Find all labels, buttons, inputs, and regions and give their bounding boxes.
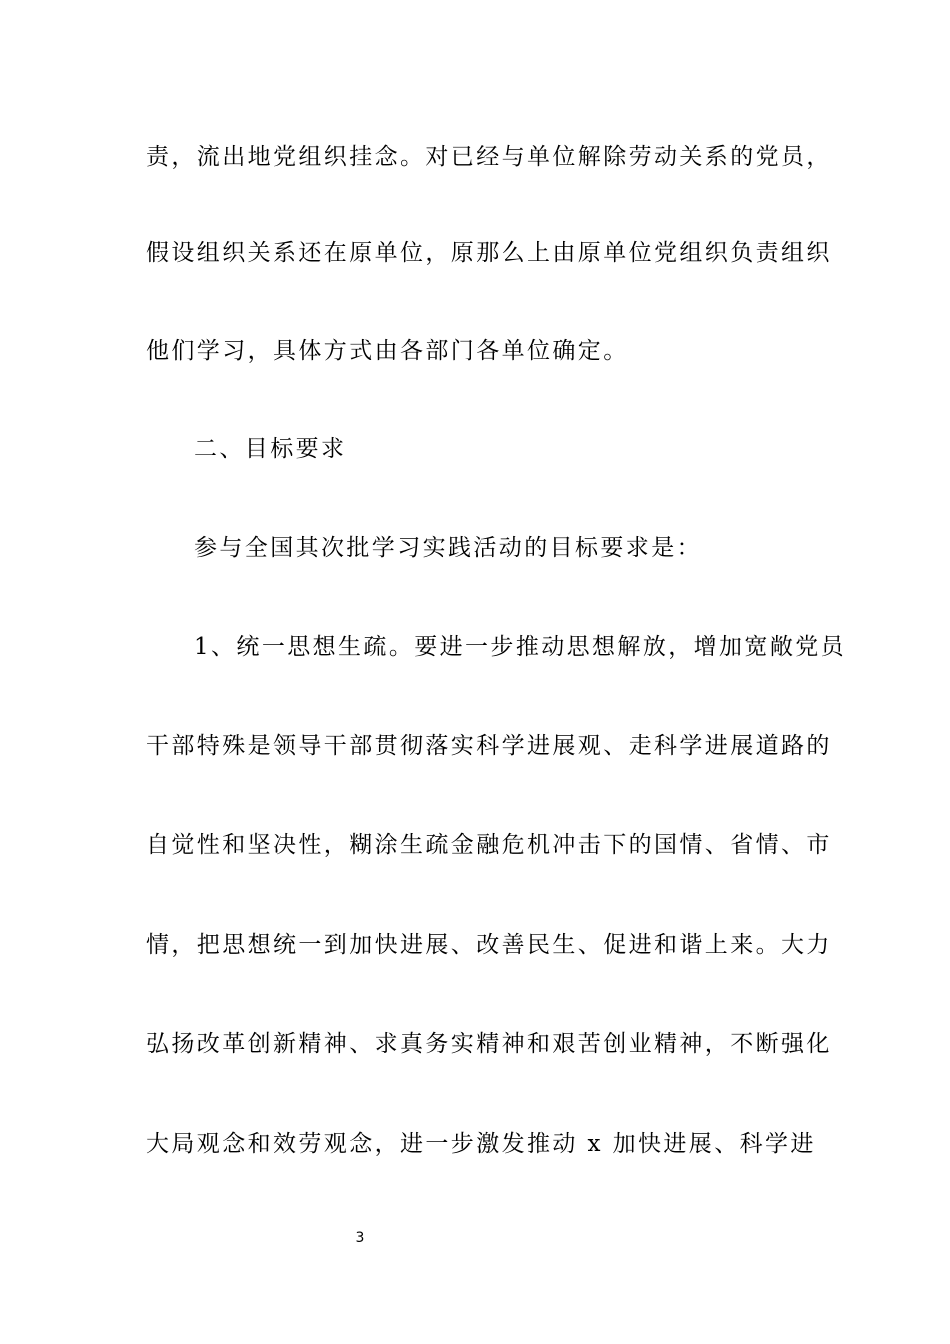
body-line-1: 责，流出地党组织挂念。对已经与单位解除劳动关系的党员， bbox=[146, 144, 832, 170]
section-heading: 二、目标要求 bbox=[194, 436, 347, 462]
body-line-10: 弘扬改革创新精神、求真务实精神和艰苦创业精神，不断强化 bbox=[146, 1031, 832, 1057]
body-line-7: 干部特殊是领导干部贯彻落实科学进展观、走科学进展道路的 bbox=[146, 733, 832, 759]
body-line-2: 假设组织关系还在原单位，原那么上由原单位党组织负责组织 bbox=[146, 240, 832, 266]
body-line-5: 参与全国其次批学习实践活动的目标要求是： bbox=[194, 535, 702, 561]
body-line-9: 情，把思想统一到加快进展、改善民生、促进和谐上来。大力 bbox=[146, 932, 832, 958]
page-number: 3 bbox=[355, 1230, 365, 1246]
body-line-8: 自觉性和坚决性，糊涂生疏金融危机冲击下的国情、省情、市 bbox=[146, 832, 832, 858]
body-line-3: 他们学习，具体方式由各部门各单位确定。 bbox=[146, 338, 629, 364]
body-line-6: 1、统一思想生疏。要进一步推动思想解放，增加宽敞党员 bbox=[194, 634, 847, 660]
body-line-11: 大局观念和效劳观念，进一步激发推动 x 加快进展、科学进 bbox=[146, 1131, 816, 1157]
